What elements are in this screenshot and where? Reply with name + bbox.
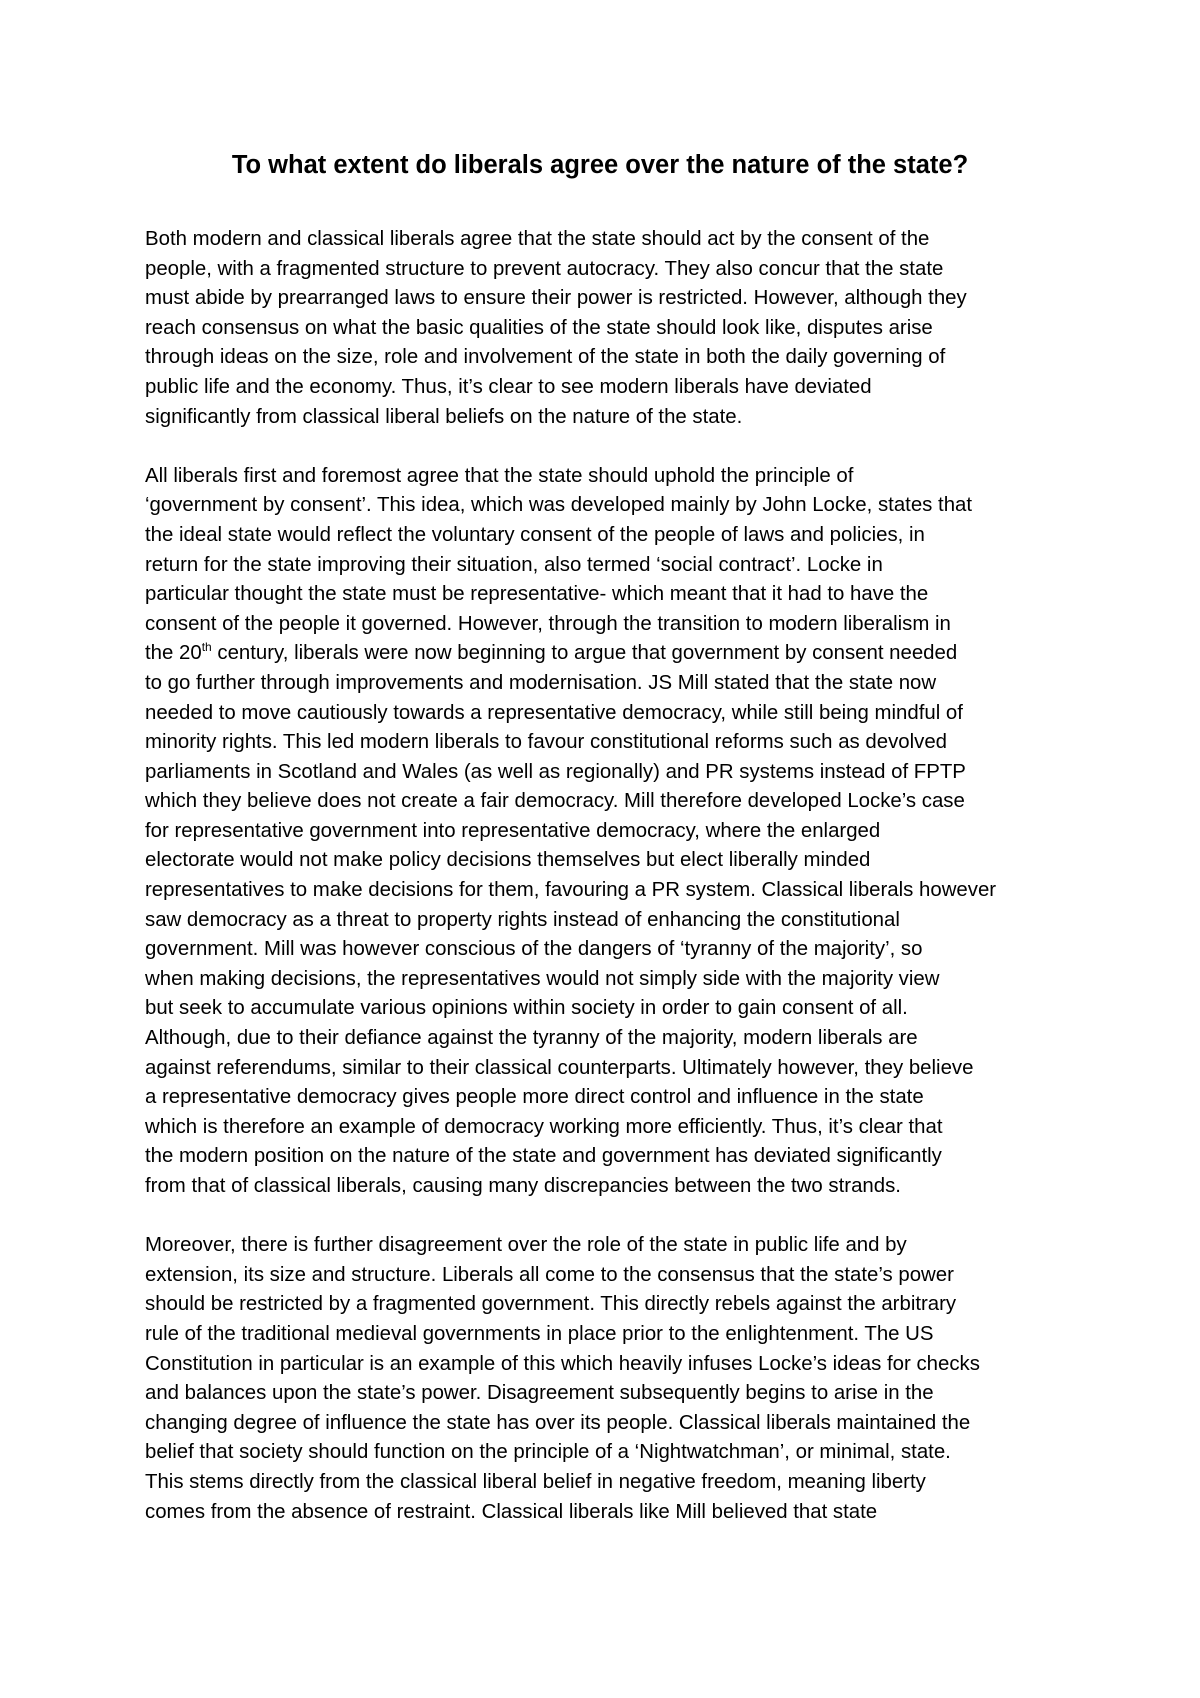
text-line: reach consensus on what the basic qualities of the state should look like, disputes arise — [145, 316, 933, 339]
text-line: saw democracy as a threat to property rights instead of enhancing the constitutional — [145, 908, 900, 931]
text-line: a representative democracy gives people more direct control and influence in the state — [145, 1086, 924, 1109]
text-line: changing degree of influence the state has over its people. Classical liberals maintained the — [145, 1411, 971, 1434]
text-line: significantly from classical liberal beliefs on the nature of the state. — [145, 405, 743, 428]
document-title: To what extent do liberals agree over the nature of the state? — [231, 151, 969, 179]
text-fragment: century, liberals were now beginning to argue that government by consent needed — [211, 642, 958, 665]
text-line: from that of classical liberals, causing many discrepancies between the two strands. — [145, 1175, 901, 1197]
text-line: through ideas on the size, role and involvement of the state in both the daily governing of — [145, 346, 946, 369]
text-line: for representative government into representative democracy, where the enlarged — [145, 819, 881, 842]
text-line: All liberals first and foremost agree that the state should uphold the principle of — [145, 464, 854, 487]
document-body — [145, 225, 1065, 1557]
text-line: to go further through improvements and modernisation. JS Mill stated that the state now — [145, 671, 937, 694]
text-line: comes from the absence of restraint. Classical liberals like Mill believed that state — [145, 1500, 878, 1523]
text-line: which is therefore an example of democracy working more efficiently. Thus, it’s clear that — [145, 1115, 943, 1138]
text-line: which they believe does not create a fair democracy. Mill therefore developed Locke’s case — [145, 790, 965, 813]
text-line: Both modern and classical liberals agree that the state should act by the consent of the — [145, 228, 930, 250]
text-line: should be restricted by a fragmented government. This directly rebels against the arbitrary — [145, 1293, 957, 1316]
text-line: ‘government by consent’. This idea, which was developed mainly by John Locke, states that — [145, 494, 973, 517]
text-line: particular thought the state must be representative- which meant that it had to have the — [145, 583, 929, 606]
text-line: belief that society should function on the principle of a ‘Nightwatchman’, or minimal, state. — [145, 1441, 951, 1464]
text-line: electorate would not make policy decisions themselves but elect liberally minded — [145, 849, 871, 872]
paragraph — [145, 462, 1065, 1202]
text-line: minority rights. This led modern liberals to favour constitutional reforms such as devolved — [145, 731, 948, 754]
text-line: representatives to make decisions for them, favouring a PR system. Classical liberals however — [145, 879, 997, 902]
text-line: the ideal state would reflect the voluntary consent of the people of laws and policies, in — [145, 523, 925, 546]
text-line: must abide by prearranged laws to ensure their power is restricted. However, although they — [145, 287, 967, 310]
text-line: government. Mill was however conscious of the dangers of ‘tyranny of the majority’, so — [145, 938, 923, 961]
text-line: against referendums, similar to their classical counterparts. Ultimately however, they believe — [145, 1056, 974, 1079]
paragraph — [145, 225, 1065, 432]
text-line: This stems directly from the classical liberal belief in negative freedom, meaning liberty — [145, 1470, 926, 1493]
superscript-ordinal: th — [201, 640, 212, 655]
text-line — [145, 639, 1065, 669]
text-line: extension, its size and structure. Liberals all come to the consensus that the state’s power — [145, 1263, 954, 1286]
text-line: the modern position on the nature of the state and government has deviated significantly — [145, 1145, 942, 1168]
text-line: consent of the people it governed. However, through the transition to modern liberalism in — [145, 612, 951, 635]
text-line: people, with a fragmented structure to prevent autocracy. They also concur that the state — [145, 257, 944, 280]
text-line: Moreover, there is further disagreement over the role of the state in public life and by — [145, 1234, 907, 1257]
text-fragment: the 20 — [145, 642, 202, 665]
text-line: Constitution in particular is an example of this which heavily infuses Locke’s ideas for checks — [145, 1352, 980, 1375]
text-line: needed to move cautiously towards a representative democracy, while still being mindful of — [145, 701, 963, 724]
text-line: return for the state improving their situation, also termed ‘social contract’. Locke in — [145, 553, 883, 576]
text-line: rule of the traditional medieval governments in place prior to the enlightenment. The US — [145, 1322, 934, 1345]
text-line: public life and the economy. Thus, it’s clear to see modern liberals have deviated — [145, 375, 872, 398]
text-line: Although, due to their defiance against the tyranny of the majority, modern liberals are — [145, 1027, 918, 1050]
text-line: but seek to accumulate various opinions within society in order to gain consent of all. — [145, 997, 908, 1020]
text-line: parliaments in Scotland and Wales (as well as regionally) and PR systems instead of FPTP — [145, 760, 966, 783]
paragraph — [145, 1231, 1065, 1527]
text-line: and balances upon the state’s power. Disagreement subsequently begins to arise in the — [145, 1382, 934, 1405]
text-line: when making decisions, the representatives would not simply side with the majority view — [145, 967, 940, 990]
